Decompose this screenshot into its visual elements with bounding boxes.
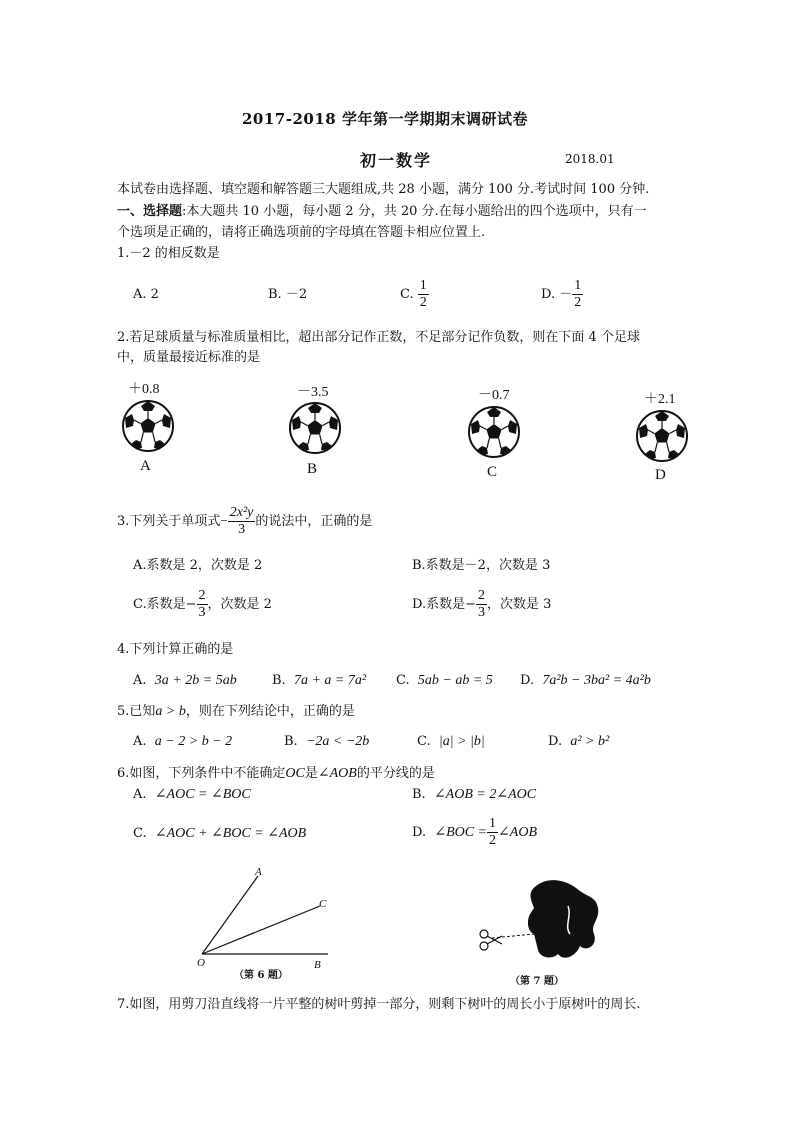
- q3-d-pre: D.系数是: [412, 597, 466, 612]
- q4-option-b: [272, 672, 366, 690]
- q3-option-b: B.系数是－2，次数是 3: [412, 558, 551, 573]
- q3-stem-post: 的说法中，正确的是: [255, 514, 373, 529]
- q3-d-post: ，次数是 3: [487, 597, 552, 612]
- q4-b-expr: 7a + a = 7a²: [293, 673, 367, 688]
- q5-a-expr: a − 2 > b − 2: [154, 734, 233, 749]
- q1-option-c: [400, 278, 429, 311]
- q6-c-expr: ∠AOC + ∠BOC = ∠AOB: [154, 826, 307, 841]
- leaf-scissors-figure: [476, 872, 606, 972]
- q7-stem: 7.如图，用剪刀沿直线将一片平整的树叶剪掉一部分，则剩下树叶的周长小于原树叶的周长.: [117, 997, 641, 1012]
- q5-c-label: C.: [417, 734, 431, 749]
- q4-c-expr: 5ab − ab = 5: [417, 673, 493, 688]
- figure-6-caption: （第 6 题）: [234, 970, 288, 981]
- q3-c-fraction: [197, 588, 208, 621]
- q5-option-c: [417, 733, 485, 751]
- scissors-icon: [480, 930, 502, 950]
- q1-option-b: B. －2: [268, 287, 308, 302]
- q3-monomial-den: 3: [238, 522, 246, 537]
- section1-instructions-2: 个选项是正确的，请将正确选项前的字母填在答题卡相应位置上.: [117, 225, 486, 240]
- point-o-label: O: [197, 957, 205, 969]
- ball-b-letter: B: [307, 461, 318, 477]
- q6-d-pre: ∠BOC =: [434, 825, 488, 840]
- q4-stem: 4.下列计算正确的是: [117, 642, 234, 657]
- q3-c-num: 2: [198, 588, 206, 603]
- q3-c-den: 3: [198, 605, 206, 620]
- q1-stem: 1.－2 的相反数是: [117, 246, 220, 261]
- q5-b-expr: −2a < −2b: [305, 734, 370, 749]
- q3-stem-pre: 3.下列关于单项式: [117, 514, 221, 529]
- q5-b-label: B.: [284, 734, 298, 749]
- q6-option-c: [133, 825, 306, 843]
- q3-option-a: A.系数是 2，次数是 2: [133, 558, 263, 573]
- q6-stem-oc: OC: [285, 766, 305, 781]
- q1-d-label: D. －: [541, 287, 573, 302]
- q4-option-c: [396, 672, 493, 690]
- q6-option-b: [412, 786, 536, 804]
- q6-d-num: 1: [489, 816, 497, 831]
- q6-stem-pre: 6.如图，下列条件中不能确定: [117, 766, 286, 781]
- q4-d-expr: 7a²b − 3ba² = 4a²b: [542, 673, 651, 688]
- q5-stem-post: ，则在下列结论中，正确的是: [185, 704, 355, 719]
- q4-b-label: B.: [272, 673, 286, 688]
- q2-stem-2: 中，质量最接近标准的是: [117, 350, 261, 365]
- q5-c-expr: |a| > |b|: [438, 734, 485, 749]
- q3-d-num: 2: [478, 588, 485, 603]
- q3-d-fraction: [476, 588, 487, 621]
- q1-d-fraction: [572, 278, 583, 311]
- ball-c-value: －0.7: [478, 388, 510, 403]
- soccer-ball-a-icon: [120, 398, 176, 454]
- q1-d-den: 2: [574, 295, 582, 310]
- q1-c-fraction: [418, 278, 429, 311]
- ball-d-value: ＋2.1: [644, 392, 676, 407]
- subject-title: 初一数学: [360, 151, 433, 170]
- q3-monomial-num: 2x²y: [229, 505, 254, 520]
- q6-d-den: 2: [489, 833, 497, 848]
- q5-option-b: [284, 733, 369, 751]
- q1-c-label: C.: [400, 287, 414, 302]
- q5-stem-math: a > b: [155, 704, 186, 719]
- q4-c-label: C.: [396, 673, 410, 688]
- q1-c-num: 1: [419, 278, 427, 293]
- q6-d-fraction: [487, 816, 498, 849]
- q3-c-post: ，次数是 2: [207, 597, 272, 612]
- q6-stem-mid: 是: [304, 766, 318, 781]
- q6-a-expr: ∠AOC = ∠BOC: [154, 787, 251, 802]
- ball-b-value: －3.5: [297, 385, 329, 400]
- q5-stem: [117, 703, 355, 721]
- q4-d-label: D.: [520, 673, 535, 688]
- q3-monomial: [228, 505, 256, 538]
- ball-a-letter: A: [140, 458, 151, 474]
- q4-option-d: [520, 672, 651, 690]
- q6-option-d: [412, 816, 537, 849]
- q3-option-d: D.系数是− $\frac{2}{3}$ ，次数是 3: [412, 588, 552, 620]
- point-a-label: A: [255, 866, 262, 878]
- exam-intro: 本试卷由选择题、填空题和解答题三大题组成,共 28 小题，满分 100 分.考试时间 100 分钟.: [117, 182, 650, 197]
- q6-option-a: [133, 786, 251, 804]
- q2-stem-1: 2.若足球质量与标准质量相比，超出部分记作正数，不足部分记作负数，则在下面 4 个足球: [117, 330, 640, 345]
- q4-a-expr: 3a + 2b = 5ab: [154, 673, 237, 688]
- q1-c-den: 2: [419, 295, 427, 310]
- soccer-ball-c-icon: [466, 404, 522, 460]
- ball-d-letter: D: [655, 467, 666, 483]
- section1-heading: 一、选择题: [117, 204, 183, 219]
- q5-option-a: [133, 733, 232, 751]
- ball-c-letter: C: [487, 464, 498, 480]
- q3-stem: 3.下列关于单项式− $\frac{\text{2x²y}}{3}$ 的说法中，正确的是: [117, 505, 373, 537]
- q1-d-num: 1: [574, 278, 582, 293]
- q1-option-d: [541, 278, 583, 311]
- q3-c-pre: C.系数是: [133, 597, 186, 612]
- ball-a-value: ＋0.8: [128, 382, 160, 397]
- section1-instructions-1: :本大题共 10 小题，每小题 2 分，共 20 分.在每小题给出的四个选项中，只有一: [182, 204, 647, 219]
- exam-date: 2018.01: [565, 152, 615, 166]
- q5-option-d: [548, 733, 609, 751]
- section1-line1: [117, 203, 647, 221]
- q4-option-a: [133, 672, 237, 690]
- q6-stem-angle: ∠AOB: [317, 766, 357, 781]
- q6-a-label: A.: [133, 787, 147, 802]
- q5-d-label: D.: [548, 734, 563, 749]
- q5-stem-pre: 5.已知: [117, 704, 156, 719]
- soccer-ball-d-icon: [634, 408, 690, 464]
- exam-title: 2017-2018 学年第一学期期末调研试卷: [242, 110, 528, 128]
- point-b-label: B: [314, 959, 321, 971]
- figure-7-caption: （第 7 题）: [510, 976, 564, 987]
- q6-c-label: C.: [133, 826, 147, 841]
- q4-a-label: A.: [133, 673, 147, 688]
- leaf-icon: [528, 880, 598, 958]
- q3-d-den: 3: [478, 605, 485, 620]
- q6-stem: [117, 765, 435, 783]
- q5-a-label: A.: [133, 734, 147, 749]
- q1-option-a: A. 2: [133, 287, 159, 302]
- q6-b-expr: ∠AOB = 2∠AOC: [433, 787, 537, 802]
- q6-stem-post: 的平分线的是: [356, 766, 435, 781]
- q6-d-label: D.: [412, 825, 427, 840]
- q3-option-c: C.系数是− $\frac{2}{3}$ ，次数是 2: [133, 588, 272, 620]
- angle-aob-figure: [190, 862, 340, 972]
- q6-b-label: B.: [412, 787, 426, 802]
- q5-d-expr: a² > b²: [570, 734, 610, 749]
- point-c-label: C: [319, 898, 327, 910]
- soccer-ball-b-icon: [287, 400, 343, 456]
- q6-d-post: ∠AOB: [498, 825, 537, 840]
